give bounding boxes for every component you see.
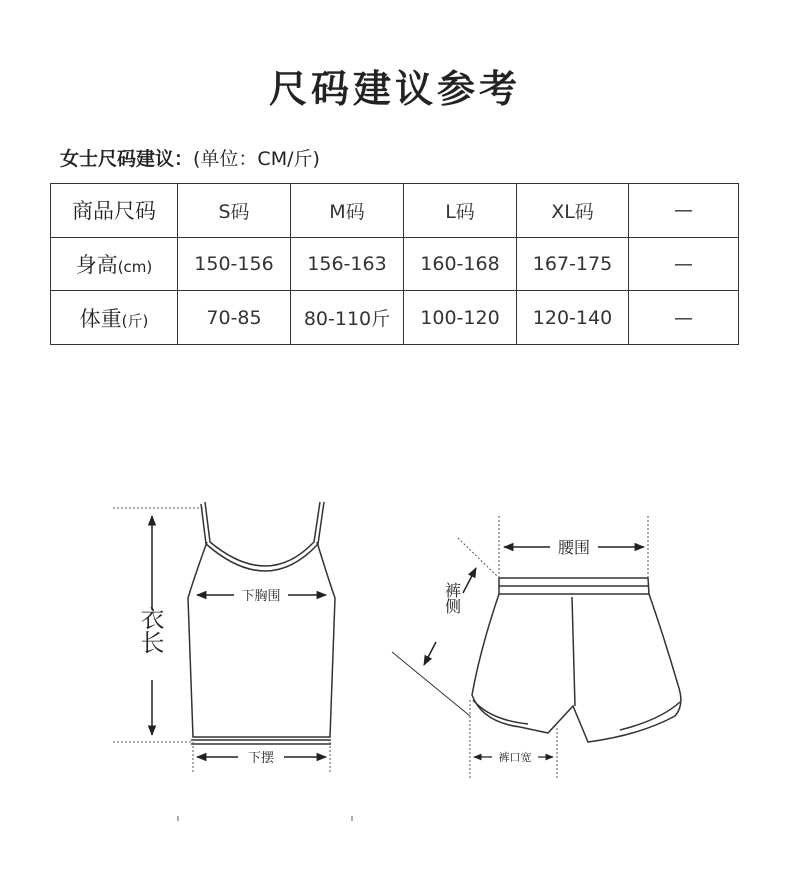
table-cell: 70-85	[178, 291, 291, 345]
header-cell: S码	[178, 184, 291, 238]
shorts-guide-lines	[458, 516, 648, 780]
header-cell: L码	[404, 184, 517, 238]
leg-opening-label: 裤口宽	[498, 751, 532, 764]
table-cell: 150-156	[178, 237, 291, 291]
table-cell: 156-163	[291, 237, 404, 291]
page-title: 尺码建议参考	[268, 67, 521, 111]
header-cell: M码	[291, 184, 404, 238]
side-arrow-up	[463, 568, 476, 593]
row-head-weight: 体重(斤)	[51, 291, 178, 345]
header-cell: —	[629, 184, 739, 238]
tank-top-illustration	[188, 502, 335, 744]
size-note	[60, 144, 320, 171]
table-header-row	[51, 184, 739, 238]
length-label: 衣长	[136, 606, 164, 654]
side-label: 裤侧	[442, 582, 462, 614]
table-row	[51, 237, 739, 291]
table-cell: 160-168	[404, 237, 517, 291]
table-cell: —	[629, 291, 739, 345]
table-cell: 80-110斤	[291, 291, 404, 345]
hem-label: 下摆	[247, 751, 275, 766]
header-cell: 商品尺码	[51, 184, 178, 238]
shorts-illustration	[472, 578, 681, 742]
table-cell: 100-120	[404, 291, 517, 345]
table-cell: 120-140	[517, 291, 629, 345]
bust-label: 下胸围	[241, 589, 281, 604]
size-note-unit: (单位：CM/斤)	[193, 148, 320, 170]
table-row	[51, 291, 739, 345]
side-guide-line	[392, 652, 470, 716]
table-cell: 167-175	[517, 237, 629, 291]
side-arrow-down	[424, 642, 436, 665]
measurement-diagram	[0, 480, 790, 860]
size-table	[50, 183, 739, 345]
waist-label: 腰围	[557, 538, 591, 557]
row-head-height: 身高(cm)	[51, 237, 178, 291]
table-cell: —	[629, 237, 739, 291]
size-note-label: 女士尺码建议：	[60, 148, 194, 170]
header-cell: XL码	[517, 184, 629, 238]
